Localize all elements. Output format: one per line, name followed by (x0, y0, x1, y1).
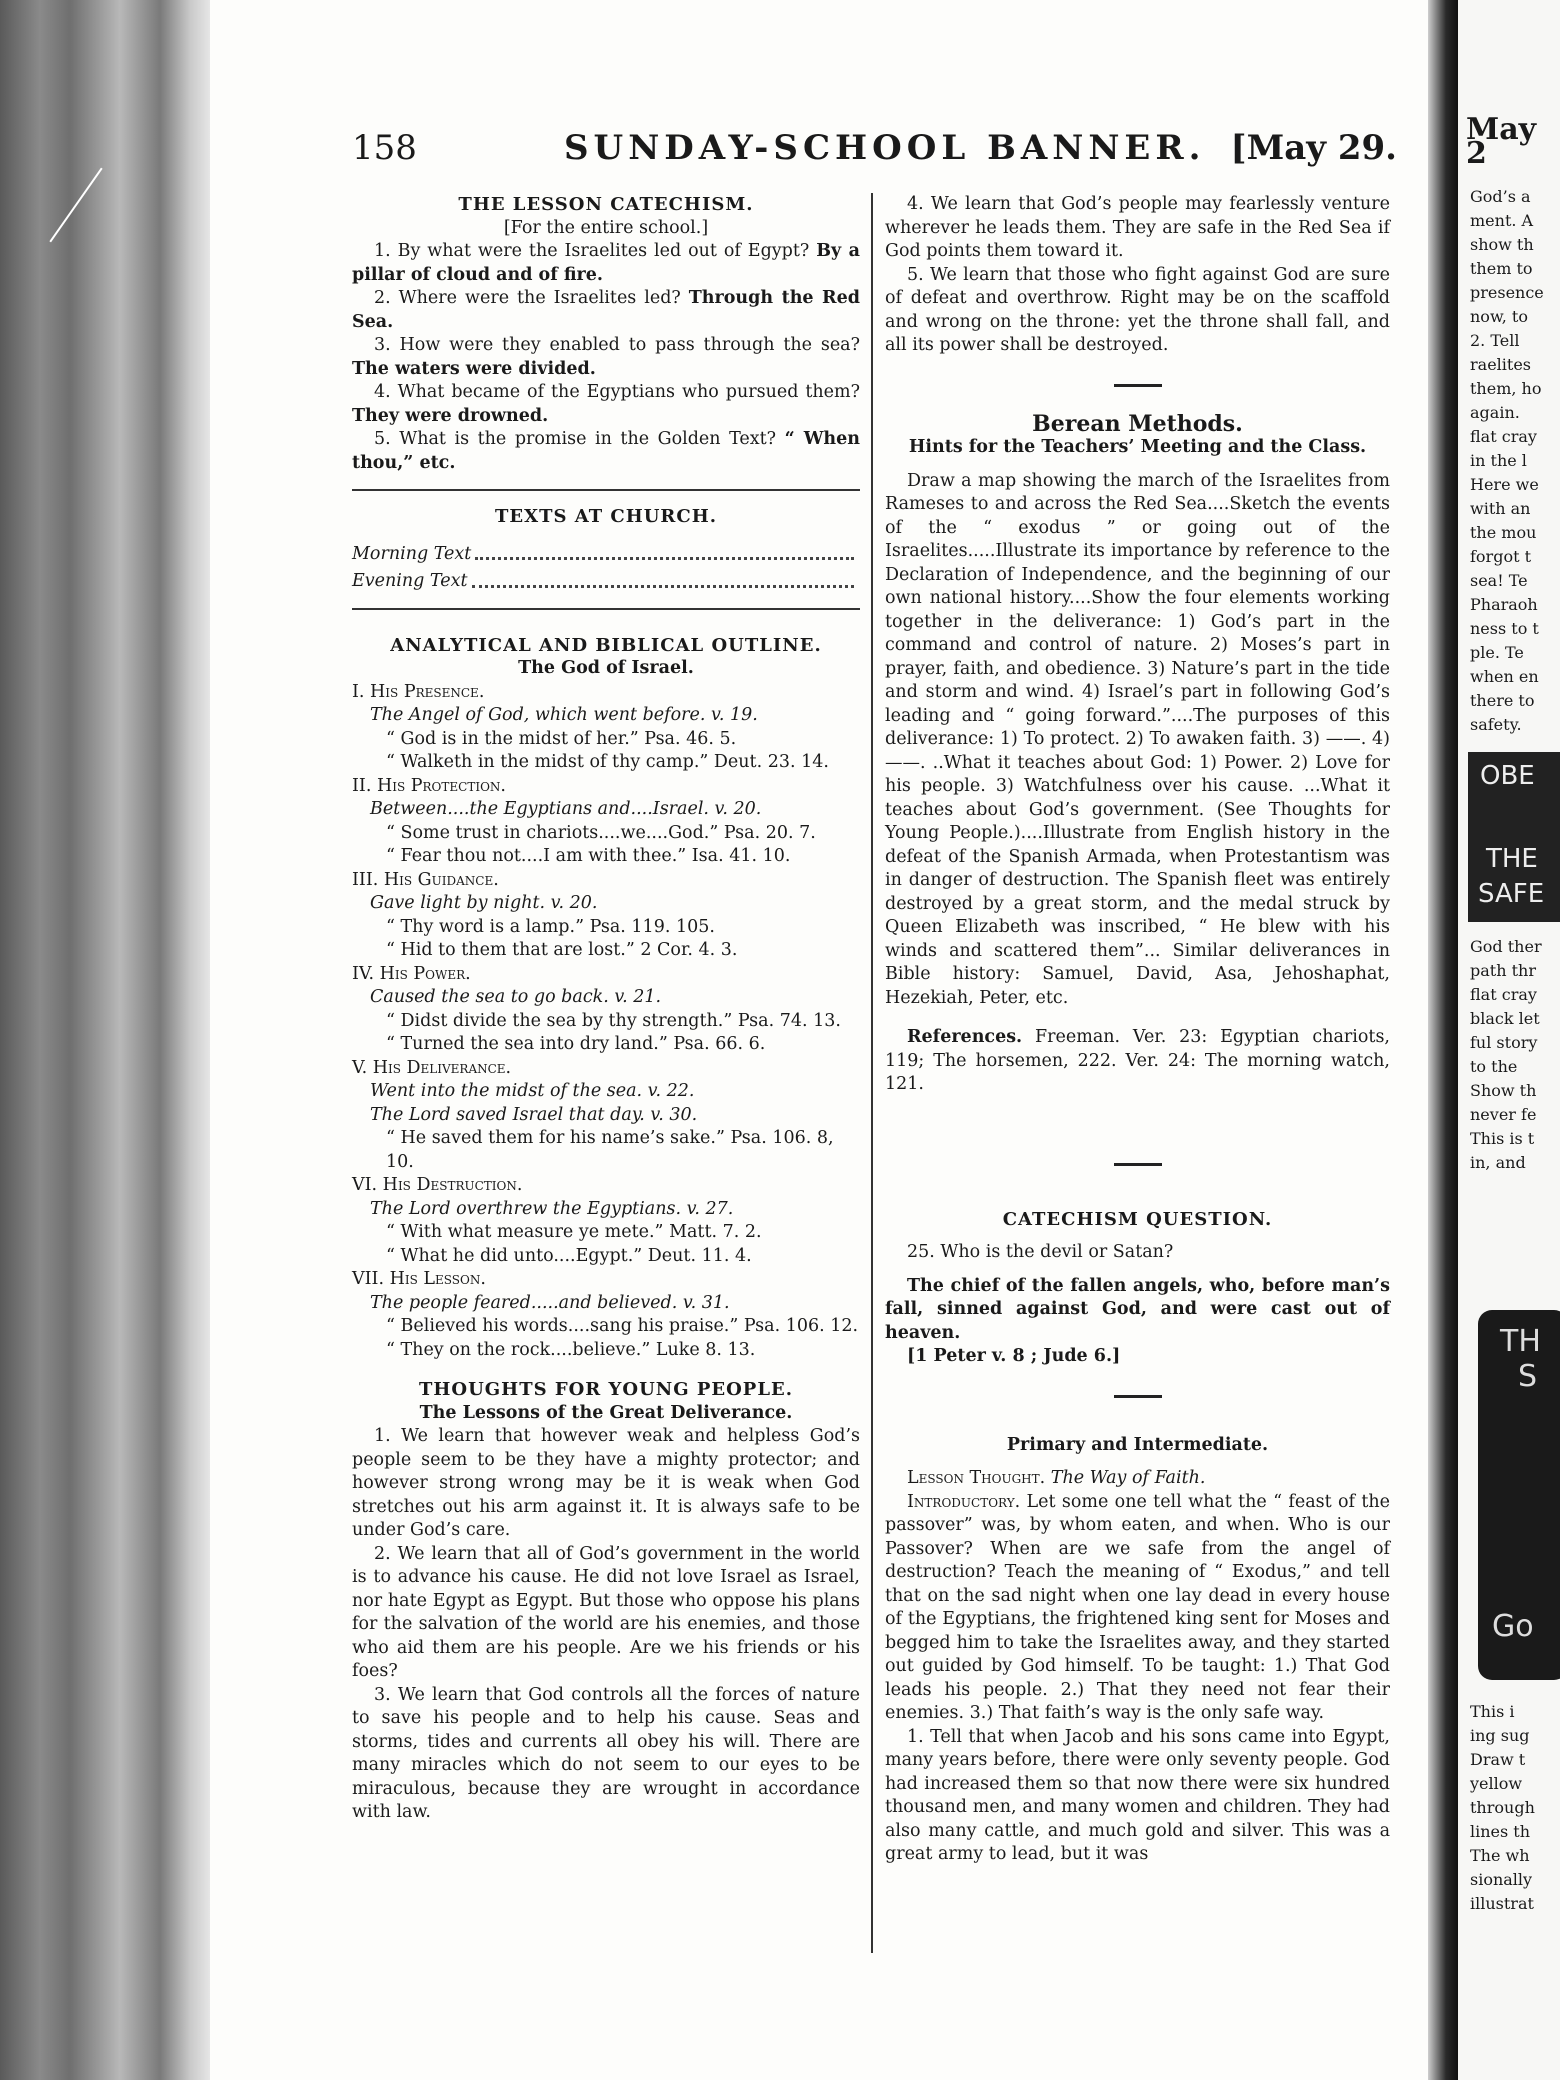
introductory-label: Introductory. (907, 1491, 1021, 1512)
page-number: 158 (352, 128, 417, 168)
outline-line: “ Thy word is a lamp.” Psa. 119. 105. (386, 916, 715, 937)
outline-line: “ With what measure ye mete.” Matt. 7. 2. (386, 1222, 762, 1242)
thought-paragraph: 1. We learn that however weak and helpless God’s people seem to be they have a mighty protector; and however strong wrong may be it is weak when God stretches out his arm against it. It is always safe to be under God’s care. (352, 1426, 860, 1540)
evening-text-label: Evening Text (352, 571, 468, 591)
facing-page-line: Draw t (1470, 1750, 1526, 1769)
catechism-item (352, 240, 860, 287)
evening-text-field (352, 570, 860, 594)
morning-text-field (352, 543, 860, 567)
facing-page-line: safety. (1470, 715, 1522, 734)
thoughts-subheading: The Lessons of the Great Deliverance. (419, 1402, 793, 1423)
facing-page-line: to the (1470, 1057, 1518, 1076)
catechism-refs: [1 Peter v. 8 ; Jude 6.] (907, 1346, 1121, 1366)
catechism-item (352, 334, 860, 381)
facing-page-line: ful story (1470, 1033, 1538, 1052)
outline-section-title: IV. His Power. (352, 963, 471, 984)
outline-line: The Lord overthrew the Egyptians. v. 27. (370, 1198, 734, 1219)
thought-paragraph: 5. We learn that those who fight against God are sure of defeat and overthrow. Right may be on the scaffold and wrong on the throne: yet the throne shall fall, and all its power shall be destroyed. (885, 264, 1390, 355)
catechism-item (352, 428, 860, 475)
facing-page-line: sea! Te (1470, 571, 1528, 590)
facing-page-line: ing sug (1470, 1726, 1530, 1745)
outline-line: The Angel of God, which went before. v. 19. (370, 705, 758, 725)
facing-page-line: there to (1470, 691, 1535, 710)
outline-section-title: V. His Deliverance. (352, 1057, 512, 1078)
outline-line: The Lord saved Israel that day. v. 30. (370, 1104, 698, 1125)
facing-page-line: God’s a (1470, 187, 1531, 206)
facing-page-line: 2. Tell (1470, 331, 1520, 350)
facing-page-line: lines th (1470, 1822, 1531, 1841)
right-column (885, 193, 1390, 1867)
catechism-question: 25. Who is the devil or Satan? (907, 1242, 1174, 1262)
outline-section-title: VI. His Destruction. (352, 1175, 523, 1195)
outline-line: “ Some trust in chariots....we....God.” Psa. 20. 7. (386, 822, 816, 843)
outline-heading: ANALYTICAL AND BIBLICAL OUTLINE. (390, 634, 822, 656)
facing-page-illustration-1 (1468, 752, 1560, 922)
facing-page-line: them to (1470, 259, 1533, 278)
catechism-question-text: 5. What is the promise in the Golden Text? (374, 429, 777, 449)
thought-paragraph: 2. We learn that all of God’s government in the world is to advance his cause. He did not love Israel as Israel, nor hate Egypt as Egypt. But those who oppose his plans for the salvation of the world are his enemies, and those who aid them are his people. Are we his friends or his foes? (352, 1543, 860, 1681)
facing-page-line: sionally (1470, 1870, 1533, 1889)
outline-line: Caused the sea to go back. v. 21. (370, 987, 662, 1007)
facing-page-line: in, and (1470, 1153, 1526, 1172)
facing-page-line: path thr (1470, 961, 1536, 980)
facing-page-line: ness to t (1470, 619, 1539, 638)
texts-heading: TEXTS AT CHURCH. (495, 506, 717, 527)
facing-page-text-b (1470, 935, 1542, 1175)
berean-body: Draw a map showing the march of the Israelites from Rameses to and across the Red Sea....Sketch the events of the “ exodus ” or going out of the Israelites.....Illustrate its importance by reference to the Declaration of Independence, and the beginning of our own national history....Show the four elements working together in the deliverance: 1) God’s part in the command and control of nature. 2) Moses’s part in prayer, faith, and obedience. 3) Nature’s part in the tide and storm and wind. 4) Israel’s part in following God’s leading and “ going forward.”....The purposes of this deliverance: 1) To protect. 2) To awaken faith. 3) ——. 4) ——. ..What it teaches about God: 1) Power. 2) Love for his people. 3) Watchfulness over his cause. ...What it teaches about God’s government. (See Thoughts for Young People.)....Illustrate from English history in the defeat of the Spanish Armada, when Protestantism was in danger of destruction. The Spanish fleet was entirely destroyed by a great storm, and the medal struck by Queen Elizabeth was inscribed, “ He blew with his winds and scattered them”... Similar deliverances in Bible history: Samuel, David, Asa, Jehoshaphat, Hezekiah, Peter, etc. (885, 470, 1390, 1008)
facing-page-text-a (1470, 185, 1544, 737)
outline-line: “ Walketh in the midst of thy camp.” Deut. 23. 14. (386, 752, 829, 772)
outline-line: “ Hid to them that are lost.” 2 Cor. 4. 3. (386, 940, 738, 960)
facing-page-line: them, ho (1470, 379, 1542, 398)
gutter (1428, 0, 1458, 2080)
left-column (352, 193, 860, 1825)
facing-page-line: God ther (1470, 937, 1542, 956)
facing-page-line: show th (1470, 235, 1534, 254)
facing-page-line: yellow (1470, 1774, 1523, 1793)
catechism-question-text: 4. What became of the Egyptians who pursued them? (374, 382, 860, 402)
introductory-text: Let some one tell what the “ feast of the passover” was, by whom eaten, and when. Who is our Passover? When are we safe from the angel of destruction? Teach the meaning of “ Exodus,” and tell that on the sad night when one lay dead in every house of the Egyptians, the frightened king sent for Moses and begged him to take the Israelites away, and they started out guided by God himself. To be taught: 1.) That God leads his people. 2.) That they need not fear their enemies. 3.) That faith’s way is the only safe way. (885, 1491, 1390, 1723)
outline-line: Went into the midst of the sea. v. 22. (370, 1081, 695, 1101)
facing-page-line: forgot t (1470, 547, 1532, 566)
references-text: Freeman. Ver. 23: Egyptian chariots, 119; The horsemen, 222. Ver. 24: The morning watch, 121. (885, 1027, 1390, 1094)
catechism-answer-text: The waters were divided. (352, 358, 596, 379)
catechism-answer-text: “ When thou,” etc. (352, 429, 860, 473)
facing-page-line: Pharaoh (1470, 595, 1538, 614)
illustration-text: S (1518, 1359, 1538, 1394)
facing-page-line: presence (1470, 283, 1544, 302)
outline-line: “ He saved them for his name’s sake.” Psa. 106. 8, 10. (386, 1128, 834, 1172)
divider (352, 608, 860, 610)
facing-page-text-c (1470, 1700, 1535, 1916)
facing-page-line: through (1470, 1798, 1535, 1817)
facing-page (1458, 0, 1560, 2080)
primary-heading: Primary and Intermediate. (1006, 1434, 1269, 1455)
publication-title: SUNDAY-SCHOOL BANNER. (564, 128, 1206, 168)
berean-heading: Berean Methods. (1032, 410, 1243, 437)
thought-paragraph: 3. We learn that God controls all the forces of nature to save his people and to help his cause. Seas and storms, tides and currents all obey his will. There are many miracles which do not seem to our eyes to be miraculous, because they are wrought in accordance with law. (352, 1684, 860, 1822)
facing-page-line: ment. A (1470, 211, 1534, 230)
outline-line: “ Fear thou not....I am with thee.” Isa. 41. 10. (386, 846, 791, 866)
facing-page-illustration-2 (1478, 1310, 1560, 1680)
book-spine (0, 0, 210, 2080)
catechism-question-heading: CATECHISM QUESTION. (1002, 1208, 1273, 1230)
facing-page-line: flat cray (1470, 427, 1537, 446)
outline-line: Gave light by night. v. 20. (370, 893, 598, 913)
catechism-question-text: 2. Where were the Israelites led? (374, 288, 681, 308)
catechism-answer: The chief of the fallen angels, who, before man’s fall, sinned against God, and were cast out of heaven. (885, 1275, 1390, 1343)
facing-page-line: the mou (1470, 523, 1537, 542)
divider (1114, 1163, 1162, 1166)
illustration-text: THE (1486, 844, 1538, 874)
facing-page-line: black let (1470, 1009, 1540, 1028)
outline-line: “ Turned the sea into dry land.” Psa. 66. 6. (386, 1034, 766, 1054)
thoughts-continued (885, 193, 1390, 358)
issue-date: [May 29. (1230, 128, 1397, 168)
facing-page-line: Here we (1470, 475, 1539, 494)
primary-para-1: 1. Tell that when Jacob and his sons came into Egypt, many years before, there were only seventy people. God had increased them so that now there were six hundred thousand men, and many women and children. They had also many cattle, and much gold and silver. This was a great army to lead, but it was (885, 1726, 1390, 1864)
facing-page-line: Show th (1470, 1081, 1537, 1100)
facing-page-line: in the l (1470, 451, 1527, 470)
morning-text-label: Morning Text (352, 543, 472, 564)
references-label: References. (907, 1027, 1023, 1047)
facing-page-line: raelites (1470, 355, 1531, 374)
outline-line: The people feared.....and believed. v. 31. (370, 1292, 730, 1313)
spine-mark (49, 168, 102, 243)
catechism-answer-text: They were drowned. (352, 405, 549, 426)
facing-page-line: with an (1470, 499, 1531, 518)
introductory (885, 1491, 1390, 1726)
outline-section-title: II. His Protection. (352, 775, 506, 796)
outline-section-title: III. His Guidance. (352, 869, 499, 890)
lesson-thought-text: The Way of Faith. (1050, 1468, 1206, 1488)
catechism-question-text: 1. By what were the Israelites led out of Egypt? (374, 241, 810, 261)
outline-section-title: I. His Presence. (352, 681, 485, 702)
catechism-heading: THE LESSON CATECHISM. (458, 194, 754, 215)
catechism-note: [For the entire school.] (503, 217, 709, 238)
facing-page-line: when en (1470, 667, 1539, 686)
outline-line: “ Believed his words....sang his praise.” Psa. 106. 12. (386, 1316, 859, 1336)
lesson-thought-label: Lesson Thought. (907, 1468, 1046, 1488)
outline-line: “ What he did unto....Egypt.” Deut. 11. 4. (386, 1245, 752, 1266)
facing-page-line: now, to (1470, 307, 1528, 326)
catechism-list (352, 240, 860, 475)
outline-section-title: VII. His Lesson. (352, 1269, 486, 1289)
catechism-item (352, 381, 860, 428)
thoughts-heading: THOUGHTS FOR YOUNG PEOPLE. (419, 1379, 793, 1400)
facing-page-line: never fe (1470, 1105, 1537, 1124)
catechism-answer-text: By a pillar of cloud and of fire. (352, 241, 860, 285)
facing-page-line: flat cray (1470, 985, 1537, 1004)
outline-line: “ God is in the midst of her.” Psa. 46. 5. (386, 728, 737, 749)
lesson-thought (885, 1467, 1390, 1491)
facing-page-header: May 2 (1466, 112, 1537, 171)
catechism-item (352, 287, 860, 334)
outline-line: “ Didst divide the sea by thy strength.” Psa. 74. 13. (386, 1010, 841, 1031)
facing-page-line: This is t (1470, 1129, 1535, 1148)
catechism-answer-text: Through the Red Sea. (352, 288, 860, 332)
illustration-text: SAFE (1478, 879, 1545, 909)
thought-paragraph: 4. We learn that God’s people may fearlessly venture wherever he leads them. They are safe in the Red Sea if God points them toward it. (885, 194, 1390, 261)
thoughts-list (352, 1425, 860, 1825)
catechism-question-text: 3. How were they enabled to pass through the sea? (374, 335, 860, 355)
facing-page-line: illustrat (1470, 1894, 1534, 1913)
facing-page-line: again. (1470, 403, 1520, 422)
facing-page-line: This i (1470, 1702, 1515, 1721)
outline-line: Between....the Egyptians and....Israel. v. 20. (370, 799, 762, 819)
divider (1114, 1395, 1162, 1398)
column-divider (871, 193, 873, 1953)
facing-page-line: The wh (1470, 1846, 1530, 1865)
page-header (352, 128, 1397, 168)
outline-subheading: The God of Israel. (518, 658, 694, 678)
references (885, 1026, 1390, 1097)
facing-page-line: ple. Te (1470, 643, 1524, 662)
outline-list (352, 681, 860, 1363)
berean-subheading: Hints for the Teachers’ Meeting and the Class. (908, 437, 1367, 457)
illustration-text: TH (1500, 1324, 1541, 1359)
outline-line: “ They on the rock....believe.” Luke 8. 13. (386, 1339, 756, 1360)
illustration-text: Go (1492, 1609, 1534, 1644)
illustration-text: OBE (1480, 761, 1535, 791)
divider (352, 489, 860, 491)
divider (1114, 384, 1162, 387)
